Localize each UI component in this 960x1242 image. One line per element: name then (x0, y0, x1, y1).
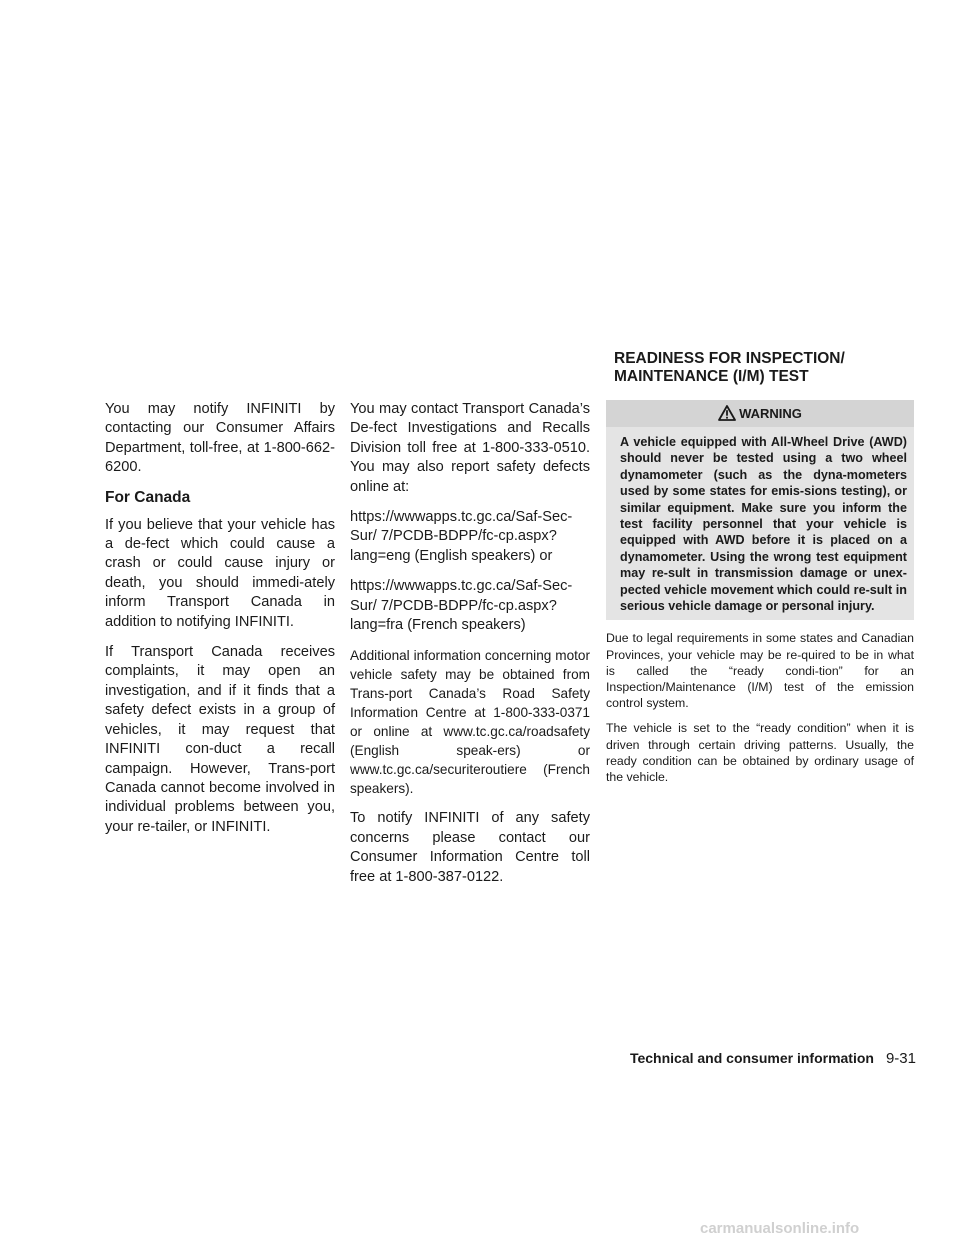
warning-triangle-icon (718, 405, 736, 421)
paragraph-defect-investigations: You may contact Transport Canada’s De-fect Investigations and Recalls Division toll free at 1-800-333-0510. You may also report safety defects online at: (350, 401, 590, 495)
paragraph-road-safety-info: Additional information concerning motor vehicle safety may be obtained from Trans-port Canada’s Road Safety Information Centre at 1-800-333-0371 or online at www.tc.gc.ca/roadsafety (English speak-ers) or www.tc.gc.ca/securiteroutiere (French speakers). (350, 648, 590, 797)
watermark: carmanualsonline.info (700, 1220, 860, 1237)
paragraph-legal-requirements: Due to legal requirements in some states and Canadian Provinces, your vehicle may be re-quired to be in what is called the “ready condi-tion” for an Inspection/Maintenance (I/M) test of the emission control system. (606, 631, 914, 711)
paragraph-inform-transport-canada: If you believe that your vehicle has a de-fect which could cause a crash or could cause injury or death, you should immedi-ately inform Transport Canada in addition to notifying INFINITI. (105, 516, 335, 630)
paragraph-notify-infiniti-canada: To notify INFINITI of any safety concerns please contact our Consumer Information Centre toll free at 1-800-387-0122. (350, 810, 590, 885)
link-french-report[interactable]: https://wwwapps.tc.gc.ca/Saf-Sec-Sur/ 7/PCDB-BDPP/fc-cp.aspx?lang=fra (French speakers) (350, 578, 573, 634)
column-right (606, 400, 914, 794)
heading-for-canada: For Canada (105, 488, 191, 506)
column-left (105, 400, 335, 848)
paragraph-recall-campaign: If Transport Canada receives complaints, it may open an investigation, and if it finds that a safety defect exists in a group of vehicles, it may request that INFINITI con-duct a recall campaign. However, Trans-port Canada cannot become involved in individual problems between you, your re-tailer, or INFINITI. (105, 644, 335, 835)
footer-section-name: Technical and consumer information (629, 1050, 874, 1066)
column-middle (350, 400, 590, 898)
page-number: 9-31 (885, 1050, 916, 1067)
warning-box (606, 400, 914, 620)
section-title-im-test: READINESS FOR INSPECTION/ MAINTENANCE (I/M) TEST (614, 350, 845, 385)
paragraph-ready-condition: The vehicle is set to the “ready condition” when it is driven through certain driving patterns. Usually, the ready condition can be obtained by ordinary usage of the vehicle. (606, 721, 914, 785)
link-english-report[interactable]: https://wwwapps.tc.gc.ca/Saf-Sec-Sur/ 7/PCDB-BDPP/fc-cp.aspx?lang=eng (English speakers) or (350, 509, 573, 564)
warning-header (606, 400, 914, 427)
paragraph-contact-infiniti: You may notify INFINITI by contacting our Consumer Affairs Department, toll-free, at 1-800-662-6200. (105, 401, 335, 476)
warning-label: WARNING (739, 405, 802, 421)
warning-text: A vehicle equipped with All-Wheel Drive (AWD) should never be tested using a two wheel dynamometer (such as the dyna-mometers used by some states for emis-sions testing), or similar equipment. Make sure you inform the test facility personnel that your vehicle is equipped with AWD before it is placed on a dynamometer. Using the wrong test equipment may re-sult in transmission damage or unex-pected vehicle movement which could re-sult in serious vehicle damage or personal injury. (620, 435, 907, 614)
page-footer (616, 1050, 916, 1067)
